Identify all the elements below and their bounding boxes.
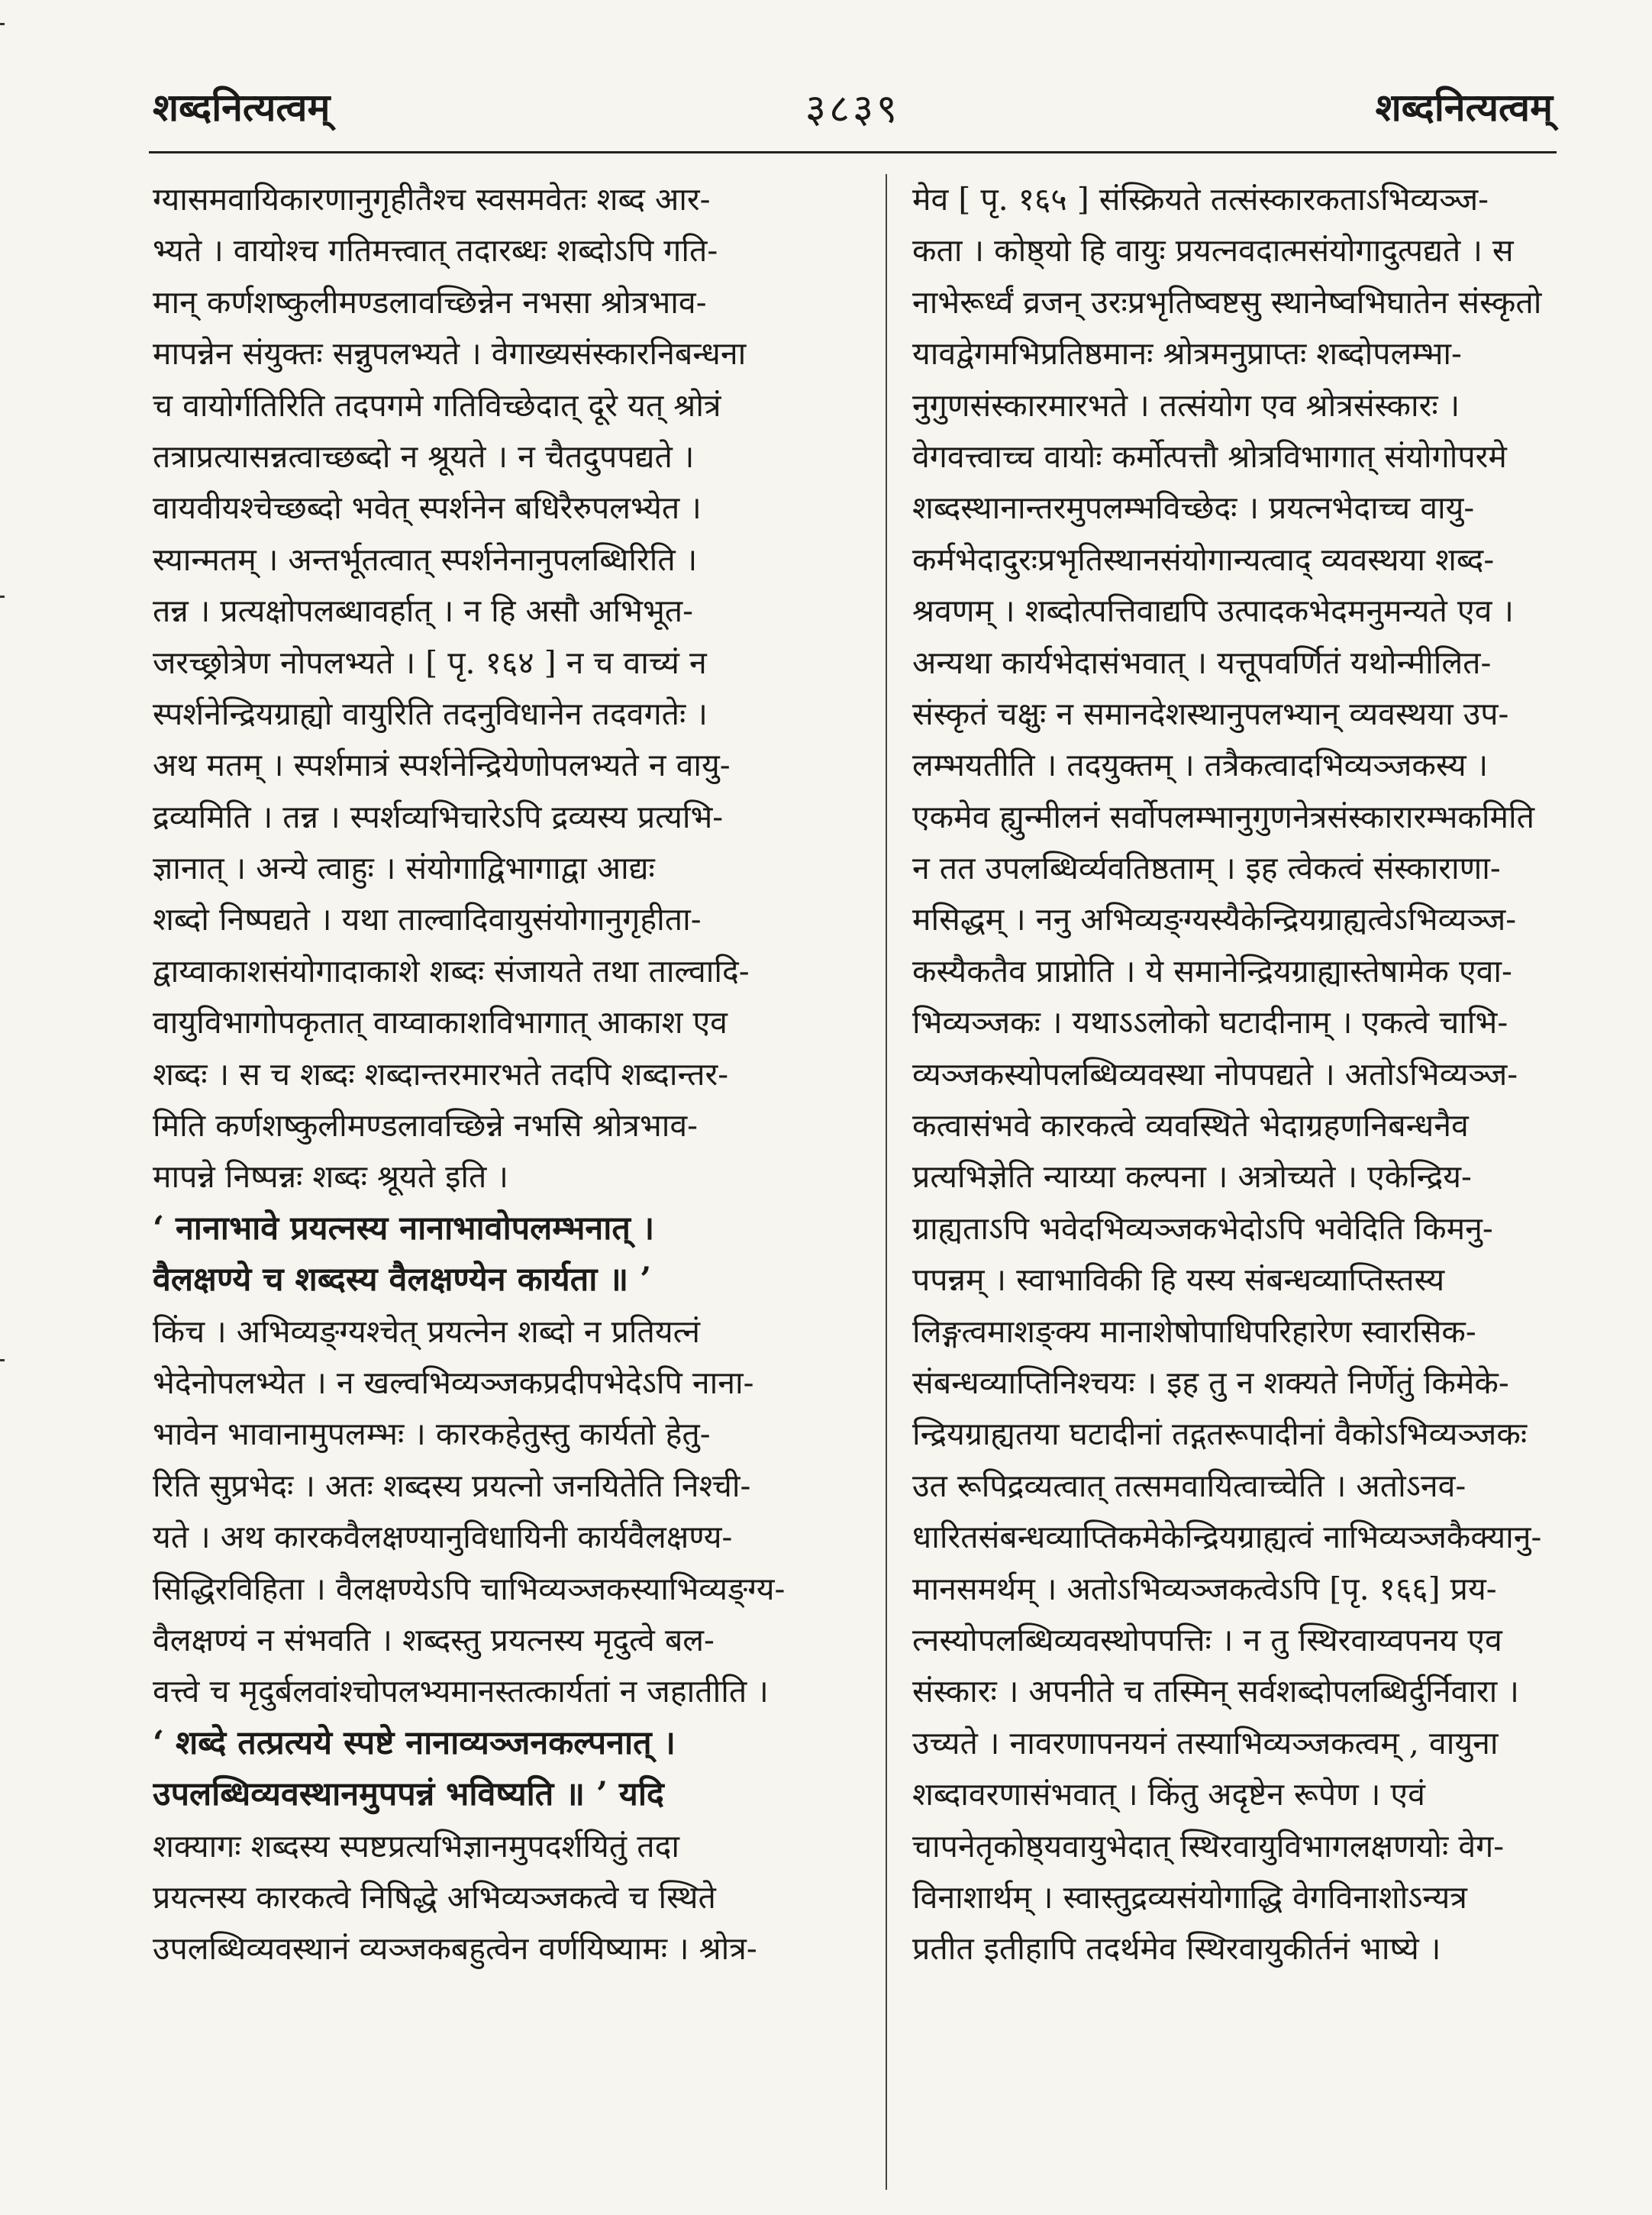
text-line: पपन्नम् । स्वाभाविकी हि यस्य संबन्धव्याप्तिस्तस्य	[912, 1261, 1445, 1299]
text-line: उत रूपिद्रव्यत्वात् तत्समवायित्वाच्चेति । अतोऽनव-	[912, 1467, 1466, 1504]
text-line: उपलब्धिव्यवस्थानं व्यञ्जकबहुत्वेन वर्णयिष्यामः । श्रोत्र-	[153, 1930, 757, 1968]
text-line: धारितसंबन्धव्याप्तिकमेकेन्द्रियग्राह्यत्वं नाभिव्यञ्जकैक्यानु-	[912, 1519, 1542, 1556]
text-line: तत्राप्रत्यासन्नत्वाच्छब्दो न श्रूयते । न चैतदुपपद्यते ।	[153, 438, 695, 475]
text-line: शब्दः । स च शब्दः शब्दान्तरमारभते तदपि शब्दान्तर-	[153, 1055, 729, 1093]
page-number: ३८३९	[805, 86, 901, 132]
text-line: प्रयत्नस्य कारकत्वे निषिद्धे अभिव्यञ्जकत्वे च स्थिते	[153, 1878, 716, 1916]
text-line: प्रत्यभिज्ञेति न्याय्या कल्पना । अत्रोच्यते । एकेन्द्रिय-	[912, 1158, 1472, 1196]
text-line: संबन्धव्याप्तिनिश्चयः । इह तु न शक्यते निर्णेतुं किमेके-	[912, 1364, 1509, 1401]
text-line: त्नस्योपलब्धिव्यवस्थोपपत्तिः । न तु स्थिरवाय्वपनय एव	[912, 1621, 1502, 1658]
text-line: चापनेतृकोष्ठ्यवायुभेदात् स्थिरवायुविभागलक्षणयोः वेग-	[912, 1827, 1505, 1865]
text-line: ‘ नानाभावे प्रयत्नस्य नानाभावोपलम्भनात् ।	[153, 1209, 655, 1248]
right-column	[912, 174, 1615, 1975]
text-line: यावद्वेगमभिप्रतिष्ठमानः श्रोत्रमनुप्राप्तः शब्दोपलम्भा-	[912, 335, 1462, 373]
text-line: ग्यासमवायिकारणानुगृहीतैश्च स्वसमवेतः शब्द आर-	[153, 181, 711, 218]
header-rule	[149, 151, 1557, 153]
text-line: मसिद्धम् । ननु अभिव्यङ्ग्यस्यैकेन्द्रियग्राह्यत्वेऽभिव्यञ्ज-	[912, 901, 1517, 938]
text-line: कत्वासंभवे कारकत्वे व्यवस्थिते भेदाग्रहणनिबन्धनैव	[912, 1107, 1469, 1145]
text-line: लिङ्गत्वमाशङ्क्य मानाशेषोपाधिपरिहारेण स्वारसिक-	[912, 1313, 1476, 1350]
text-line: ‘ शब्दे तत्प्रत्यये स्पष्टे नानाव्यञ्जनकल्पनात् ।	[153, 1723, 676, 1762]
text-line: भेदेनोपलभ्येत । न खल्वभिव्यञ्जकप्रदीपभेदेऽपि नाना-	[153, 1364, 754, 1401]
text-line: प्रतीत इतीहापि तदर्थमेव स्थिरवायुकीर्तनं भाष्ये ।	[912, 1930, 1441, 1968]
text-line: न तत उपलब्धिर्व्यवतिष्ठताम् । इह त्वेकत्वं संस्काराणा-	[912, 850, 1501, 887]
text-line: शब्दो निष्पद्यते । यथा ताल्वादिवायुसंयोगानुगृहीता-	[153, 901, 702, 938]
text-line: सिद्धिरविहिता । वैलक्षण्येऽपि चाभिव्यञ्जकस्याभिव्यङ्ग्य-	[153, 1570, 786, 1607]
scan-mark	[0, 23, 5, 25]
scan-mark	[0, 1359, 5, 1361]
text-line: संस्कारः । अपनीते च तस्मिन् सर्वशब्दोपलब्धिर्दुर्निवारा ।	[912, 1673, 1519, 1710]
text-line: ग्राह्यताऽपि भवेदभिव्यञ्जकभेदोऽपि भवेदिति किमनु-	[912, 1209, 1493, 1247]
text-line: नुगुणसंस्कारमारभते । तत्संयोग एव श्रोत्रसंस्कारः ।	[912, 386, 1460, 424]
text-line: ज्ञानात् । अन्ये त्वाहुः । संयोगाद्विभागाद्वा आद्यः	[153, 850, 655, 887]
text-line: वायुविभागोपकृतात् वाय्वाकाशविभागात् आकाश एव	[153, 1004, 728, 1041]
text-line: वत्त्वे च मृदुर्बलवांश्चोपलभ्यमानस्तत्कार्यतां न जहातीति ।	[153, 1673, 769, 1710]
text-line: न्द्रियग्राह्यतया घटादीनां तद्गतरूपादीनां वैकोऽभिव्यञ्जकः	[912, 1416, 1528, 1453]
text-line: तन्न । प्रत्यक्षोपलब्धावर्हात् । न हि असौ अभिभूत-	[153, 592, 694, 630]
text-line: उपलब्धिव्यवस्थानमुपपन्नं भविष्यति ॥ ’ यदि	[153, 1775, 664, 1814]
text-line: शब्दस्थानान्तरमुपलम्भविच्छेदः । प्रयत्नभेदाच्च वायु-	[912, 489, 1475, 527]
text-line: नाभेरूर्ध्वं व्रजन् उरःप्रभृतिष्वष्टसु स्थानेष्वभिघातेन संस्कृतो	[912, 283, 1542, 321]
text-line: मापन्नेन संयुक्तः सन्नुपलभ्यते । वेगाख्यसंस्कारनिबन्धना	[153, 335, 747, 373]
running-header	[153, 80, 1553, 141]
running-title-right: शब्दनित्यत्वम्	[1375, 85, 1553, 130]
column-divider	[886, 174, 887, 2190]
text-line: स्यान्मतम् । अन्तर्भूतत्वात् स्पर्शनेनानुपलब्धिरिति ।	[153, 541, 698, 578]
text-line: कता । कोष्ठ्यो हि वायुः प्रयत्नवदात्मसंयोगादुत्पद्यते । स	[912, 232, 1514, 270]
text-line: वायवीयश्चेच्छब्दो भवेत् स्पर्शनेन बधिरैरुपलभ्येत ।	[153, 489, 702, 527]
text-line: मापन्ने निष्पन्नः शब्दः श्रूयते इति ।	[153, 1158, 508, 1196]
text-line: द्रव्यमिति । तन्न । स्पर्शव्यभिचारेऽपि द्रव्यस्य प्रत्यभि-	[153, 798, 724, 835]
text-line: भ्यते । वायोश्च गतिमत्त्वात् तदारब्धः शब्दोऽपि गति-	[153, 232, 718, 270]
text-line: जरच्छ्रोत्रेण नोपलभ्यते । [ पृ. १६४ ] न च वाच्यं न	[153, 644, 707, 681]
text-line: श्रवणम् । शब्दोत्पत्तिवाद्यपि उत्पादकभेदमनुमन्यते एव ।	[912, 592, 1514, 630]
text-line: संस्कृतं चक्षुः न समानदेशस्थानुपलभ्यान् व्यवस्थया उप-	[912, 695, 1509, 732]
scan-mark	[0, 596, 5, 598]
text-line: मेव [ पृ. १६५ ] संस्क्रियते तत्संस्कारकताऽभिव्यञ्ज-	[912, 181, 1489, 218]
text-line: वैलक्षण्यं न संभवति । शब्दस्तु प्रयत्नस्य मृदुत्वे बल-	[153, 1621, 715, 1658]
text-line: लम्भयतीति । तदयुक्तम् । तत्रैकत्वादभिव्यञ्जकस्य ।	[912, 747, 1489, 784]
text-line: यते । अथ कारकवैलक्षण्यानुविधायिनी कार्यवैलक्षण्य-	[153, 1519, 733, 1556]
text-line: मान् कर्णशष्कुलीमण्डलावच्छिन्नेन नभसा श्रोत्रभाव-	[153, 283, 707, 321]
text-line: स्पर्शनेन्द्रियग्राह्यो वायुरिति तदनुविधानेन तदवगतेः ।	[153, 695, 708, 732]
text-line: कस्यैकतैव प्राप्नोति । ये समानेन्द्रियग्राह्यास्तेषामेक एवा-	[912, 952, 1512, 990]
left-column	[153, 174, 863, 1975]
text-line: द्वाय्वाकाशसंयोगादाकाशे शब्दः संजायते तथा ताल्वादि-	[153, 952, 750, 990]
text-line: भावेन भावानामुपलम्भः । कारकहेतुस्तु कार्यतो हेतु-	[153, 1416, 711, 1453]
text-line: व्यञ्जकस्योपलब्धिव्यवस्था नोपपद्यते । अतोऽभिव्यञ्ज-	[912, 1055, 1518, 1093]
text-line: शब्दावरणासंभवात् । किंतु अदृष्टेन रूपेण । एवं	[912, 1776, 1425, 1813]
text-line: मानसमर्थम् । अतोऽभिव्यञ्जकत्वेऽपि [पृ. १६६] प्रय-	[912, 1570, 1497, 1607]
text-line: कर्मभेदादुरःप्रभृतिस्थानसंयोगान्यत्वाद् व्यवस्थया शब्द-	[912, 541, 1495, 578]
running-title-left: शब्दनित्यत्वम्	[153, 85, 331, 130]
text-line: एकमेव ह्युन्मीलनं सर्वोपलम्भानुगुणनेत्रसंस्कारारम्भकमिति	[912, 798, 1535, 835]
text-line: च वायोर्गतिरिति तदपगमे गतिविच्छेदात् दूरे यत् श्रोत्रं	[153, 386, 721, 424]
text-line: रिति सुप्रभेदः । अतः शब्दस्य प्रयत्नो जनयितेति निश्ची-	[153, 1467, 751, 1504]
text-line: विनाशार्थम् । स्वास्तुद्रव्यसंयोगाद्धि वेगविनाशोऽन्यत्र	[912, 1878, 1467, 1916]
text-line: किंच । अभिव्यङ्ग्यश्चेत् प्रयत्नेन शब्दो न प्रतियत्नं	[153, 1313, 701, 1350]
text-line: वेगवत्त्वाच्च वायोः कर्मोत्पत्तौ श्रोत्रविभागात् संयोगोपरमे	[912, 438, 1507, 475]
text-line: उच्यते । नावरणापनयनं तस्याभिव्यञ्जकत्वम् , वायुना	[912, 1724, 1499, 1761]
text-line: मिति कर्णशष्कुलीमण्डलावच्छिन्ने नभसि श्रोत्रभाव-	[153, 1107, 699, 1145]
text-line: अथ मतम् । स्पर्शमात्रं स्पर्शनेन्द्रियेणोपलभ्यते न वायु-	[153, 747, 731, 784]
text-line: अन्यथा कार्यभेदासंभवात् । यत्तूपवर्णितं यथोन्मीलित-	[912, 644, 1492, 681]
text-line: वैलक्षण्ये च शब्दस्य वैलक्षण्येन कार्यता ॥ ’	[153, 1261, 652, 1300]
text-line: भिव्यञ्जकः । यथाऽऽलोको घटादीनाम् । एकत्वे चाभि-	[912, 1004, 1508, 1041]
text-line: शक्यागः शब्दस्य स्पष्टप्रत्यभिज्ञानमुपदर्शयितुं तदा	[153, 1827, 679, 1865]
